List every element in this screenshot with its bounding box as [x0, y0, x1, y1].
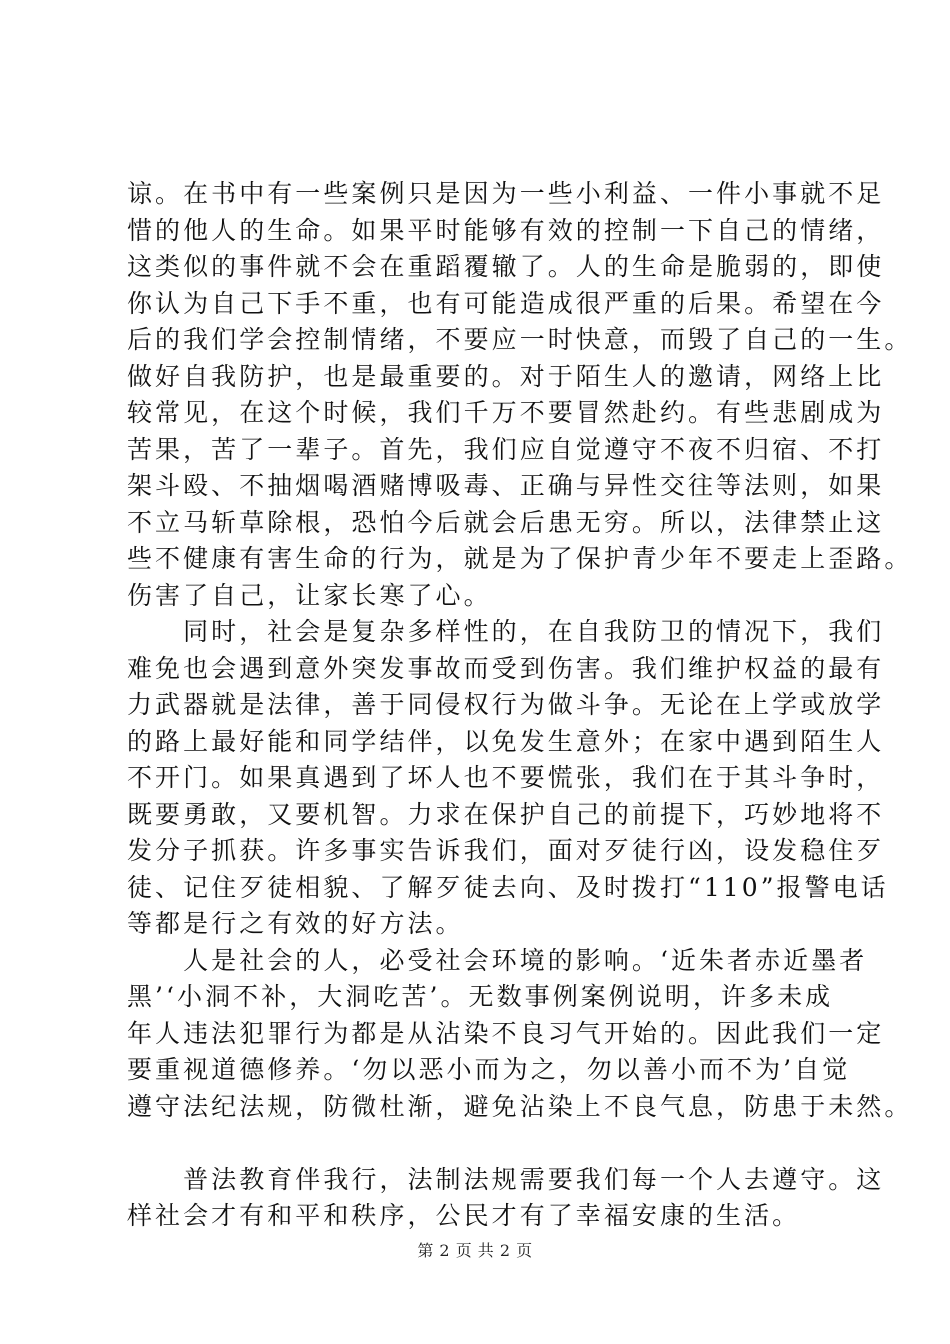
- text-line: 普法教育伴我行，法制法规需要我们每一个人去遵守。这: [127, 1164, 885, 1194]
- text-line: 谅。在书中有一些案例只是因为一些小利益、一件小事就不足: [127, 179, 885, 208]
- text-line: 较常见，在这个时候，我们千万不要冒然赴约。有些悲剧成为: [127, 398, 885, 427]
- text-line: 等都是行之有效的好方法。: [127, 909, 464, 938]
- page-number-footer: 第 2 页 共 2 页: [417, 1241, 533, 1260]
- text-line: 难免也会遇到意外突发事故而受到伤害。我们维护权益的最有: [127, 653, 885, 683]
- text-line: 惜的他人的生命。如果平时能够有效的控制一下自己的情绪，: [127, 215, 885, 245]
- text-line: 人是社会的人，必受社会环境的影响。‘近朱者赤近墨者: [127, 945, 868, 975]
- text-line: 你认为自己下手不重，也有可能造成很严重的后果。希望在今: [127, 288, 885, 318]
- text-line: 这类似的事件就不会在重蹈覆辙了。人的生命是脆弱的，即使: [127, 252, 885, 281]
- text-line: 的路上最好能和同学结伴，以免发生意外；在家中遇到陌生人: [127, 726, 885, 756]
- text-line: 做好自我防护，也是最重要的。对于陌生人的邀请，网络上比: [127, 361, 885, 391]
- text-line: 不立马斩草除根，恐怕今后就会后患无穷。所以，法律禁止这: [127, 507, 885, 537]
- text-line: 遵守法纪法规，防微杜渐，避免沾染上不良气息，防患于未然。: [127, 1091, 913, 1121]
- text-line: 发分子抓获。许多事实告诉我们，面对歹徒行凶，设发稳住歹: [127, 836, 885, 865]
- text-line: 徒、记住歹徒相貌、了解歹徒去向、及时拨打“110”报警电话: [127, 872, 889, 902]
- text-line: 伤害了自己，让家长寒了心。: [127, 580, 492, 610]
- body-text: [127, 176, 913, 1235]
- text-line: 要重视道德修养。‘勿以恶小而为之，勿以善小而不为’自觉: [127, 1055, 851, 1084]
- text-line: 黑’‘小洞不补，大洞吃苦’。无数事例案例说明，许多未成: [127, 982, 834, 1011]
- text-line: 力武器就是法律，善于同侵权行为做斗争。无论在上学或放学: [127, 690, 885, 719]
- text-line: 不开门。如果真遇到了坏人也不要慌张，我们在于其斗争时，: [127, 763, 885, 792]
- text-line: 同时，社会是复杂多样性的，在自我防卫的情况下，我们: [127, 617, 885, 646]
- text-line: 些不健康有害生命的行为，就是为了保护青少年不要走上歪路。: [127, 544, 913, 573]
- blank-line: [127, 1125, 857, 1162]
- text-line: 样社会才有和平和秩序，公民才有了幸福安康的生活。: [127, 1201, 801, 1230]
- text-line: 后的我们学会控制情绪，不要应一时快意，而毁了自己的一生。: [127, 325, 913, 354]
- text-line: 苦果，苦了一辈子。首先，我们应自觉遵守不夜不归宿、不打: [127, 434, 885, 464]
- text-line: 既要勇敢，又要机智。力求在保护自己的前提下，巧妙地将不: [127, 799, 885, 829]
- text-line: 年人违法犯罪行为都是从沾染不良习气开始的。因此我们一定: [127, 1018, 885, 1048]
- text-line: 架斗殴、不抽烟喝酒赌博吸毒、正确与异性交往等法则，如果: [127, 471, 885, 500]
